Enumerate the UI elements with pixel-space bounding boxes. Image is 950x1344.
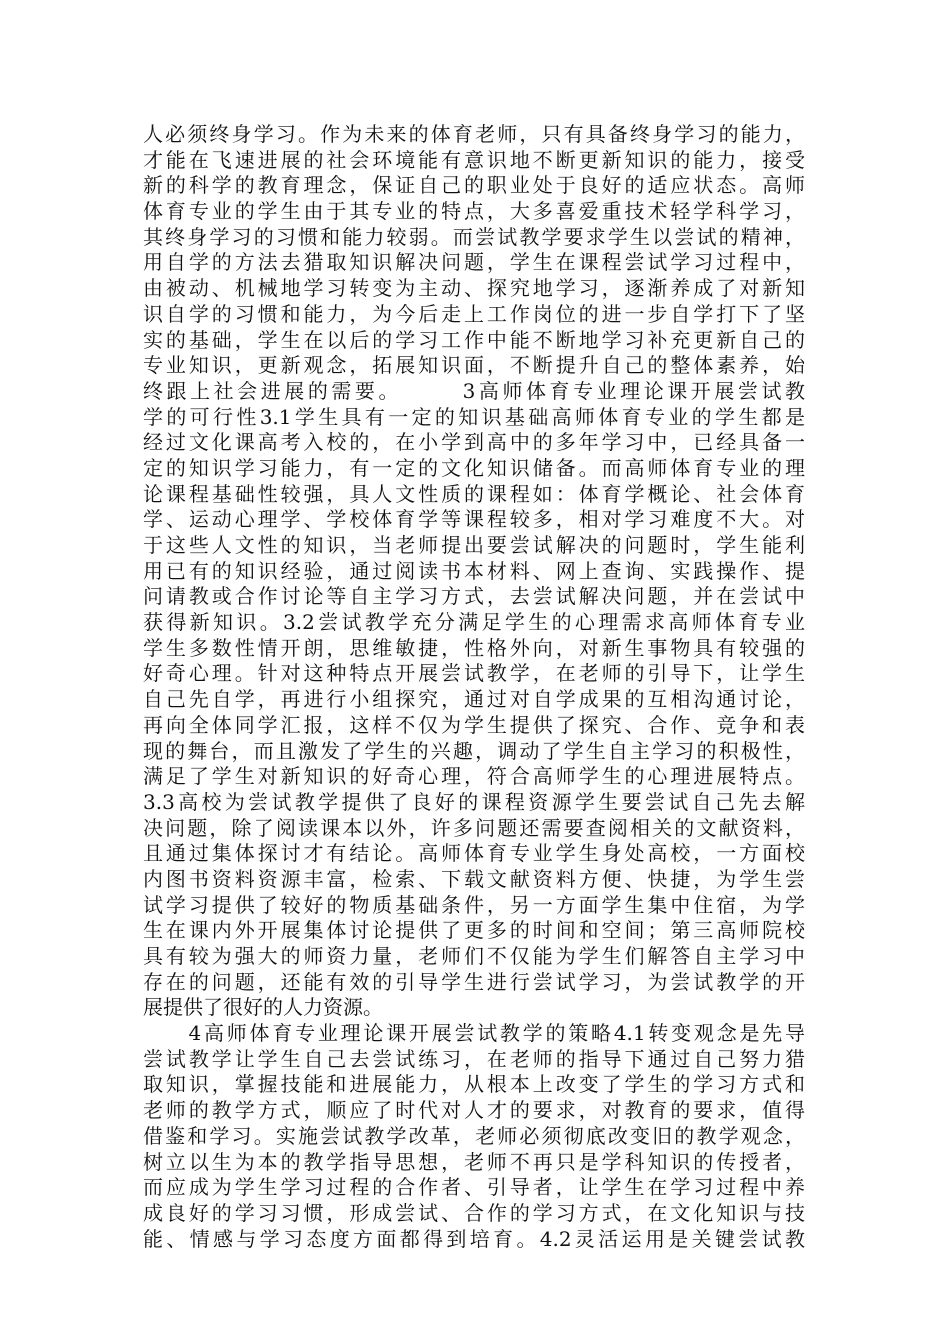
text-line: 展提供了很好的人力资源。: [143, 995, 383, 1020]
text-line: 学生多数性情开朗，思维敏捷，性格外向，对新生事物具有较强的: [143, 635, 805, 660]
text-line: 定的知识学习能力，有一定的文化知识储备。而高师体育专业的理: [143, 455, 805, 480]
text-line: 经过文化课高考入校的，在小学到高中的多年学习中，已经具备一: [143, 430, 805, 455]
document-page: [143, 122, 805, 1252]
text-line: 再向全体同学汇报，这样不仅为学生提供了探究、合作、竞争和表: [143, 712, 805, 737]
paragraph-2: [143, 1021, 805, 1252]
text-line: 具有较为强大的师资力量，老师们不仅能为学生们解答自主学习中: [143, 944, 805, 968]
text-line: 学、运动心理学、学校体育学等课程较多，相对学习难度不大。对: [143, 507, 805, 532]
text-line: 满足了学生对新知识的好奇心理，符合高师学生的心理进展特点。: [143, 764, 805, 789]
text-line: 其终身学习的习惯和能力较弱。而尝试教学要求学生以尝试的精神，: [143, 224, 805, 249]
text-line: 而应成为学生学习过程的合作者、引导者，让学生在学习过程中养: [143, 1175, 805, 1200]
text-line: 老师的教学方式，顺应了时代对人才的要求，对教育的要求，值得: [143, 1098, 805, 1123]
text-line: 新的科学的教育理念，保证自己的职业处于良好的适应状态。高师: [143, 173, 805, 198]
text-line: 成良好的学习习惯，形成尝试、合作的学习方式，在文化知识与技: [143, 1200, 805, 1225]
text-line: 现的舞台，而且激发了学生的兴趣，调动了学生自主学习的积极性，: [143, 738, 805, 763]
text-line: 能、情感与学习态度方面都得到培育。4.2灵活运用是关键尝试教: [143, 1226, 805, 1251]
text-line: 自己先自学，再进行小组探究，通过对自学成果的互相沟通讨论，: [143, 687, 805, 712]
text-line: 决问题，除了阅读课本以外，许多问题还需要查阅相关的文献资料，: [143, 815, 805, 840]
text-line: 好奇心理。针对这种特点开展尝试教学，在老师的引导下，让学生: [143, 661, 805, 686]
text-line: 由被动、机械地学习转变为主动、探究地学习，逐渐养成了对新知: [143, 276, 805, 301]
text-line: 专业知识，更新观念，拓展知识面，不断提升自己的整体素养，始: [143, 353, 805, 378]
text-line: 用已有的知识经验，通过阅读书本材料、网上查询、实践操作、提: [143, 558, 805, 583]
text-line: 借鉴和学习。实施尝试教学改革，老师必须彻底改变旧的教学观念，: [143, 1123, 805, 1148]
text-line: 识自学的习惯和能力，为今后走上工作岗位的进一步自学打下了坚: [143, 301, 805, 326]
text-line: 树立以生为本的教学指导思想，老师不再只是学科知识的传授者，: [143, 1149, 805, 1174]
text-line: 获得新知识。3.2尝试教学充分满足学生的心理需求高师体育专业: [143, 610, 805, 635]
text-line: 实的基础，学生在以后的学习工作中能不断地学习补充更新自己的: [143, 327, 805, 352]
text-line: 内图书资料资源丰富，检索、下载文献资料方便、快捷，为学生尝: [143, 866, 805, 891]
text-line: 4高师体育专业理论课开展尝试教学的策略4.1转变观念是先导: [143, 1021, 805, 1046]
text-line: 生在课内外开展集体讨论提供了更多的时间和空间；第三高师院校: [143, 918, 805, 943]
text-line: 3.3高校为尝试教学提供了良好的课程资源学生要尝试自己先去解: [143, 789, 805, 814]
text-line: 问请教或合作讨论等自主学习方式，去尝试解决问题，并在尝试中: [143, 584, 805, 609]
text-line: 且通过集体探讨才有结论。高师体育专业学生身处高校，一方面校: [143, 841, 805, 866]
text-line: 取知识，掌握技能和进展能力，从根本上改变了学生的学习方式和: [143, 1072, 805, 1097]
text-line: 终跟上社会进展的需要。 3高师体育专业理论课开展尝试教: [143, 378, 805, 403]
text-line: 试学习提供了较好的物质基础条件，另一方面学生集中住宿，为学: [143, 892, 805, 917]
text-line: 用自学的方法去猎取知识解决问题，学生在课程尝试学习过程中，: [143, 250, 805, 275]
text-line: 存在的问题，还能有效的引导学生进行尝试学习，为尝试教学的开: [143, 969, 805, 994]
text-line: 论课程基础性较强，具人文性质的课程如：体育学概论、社会体育: [143, 481, 805, 506]
text-line: 体育专业的学生由于其专业的特点，大多喜爱重技术轻学科学习，: [143, 199, 805, 224]
text-line: 人必须终身学习。作为未来的体育老师，只有具备终身学习的能力，: [143, 122, 805, 146]
paragraph-1: [143, 122, 805, 1021]
text-line: 于这些人文性的知识，当老师提出要尝试解决的问题时，学生能利: [143, 533, 805, 557]
text-line: 才能在飞速进展的社会环境能有意识地不断更新知识的能力，接受: [143, 147, 805, 172]
text-line: 尝试教学让学生自己去尝试练习，在老师的指导下通过自己努力猎: [143, 1046, 805, 1071]
text-line: 学的可行性3.1学生具有一定的知识基础高师体育专业的学生都是: [143, 404, 805, 429]
